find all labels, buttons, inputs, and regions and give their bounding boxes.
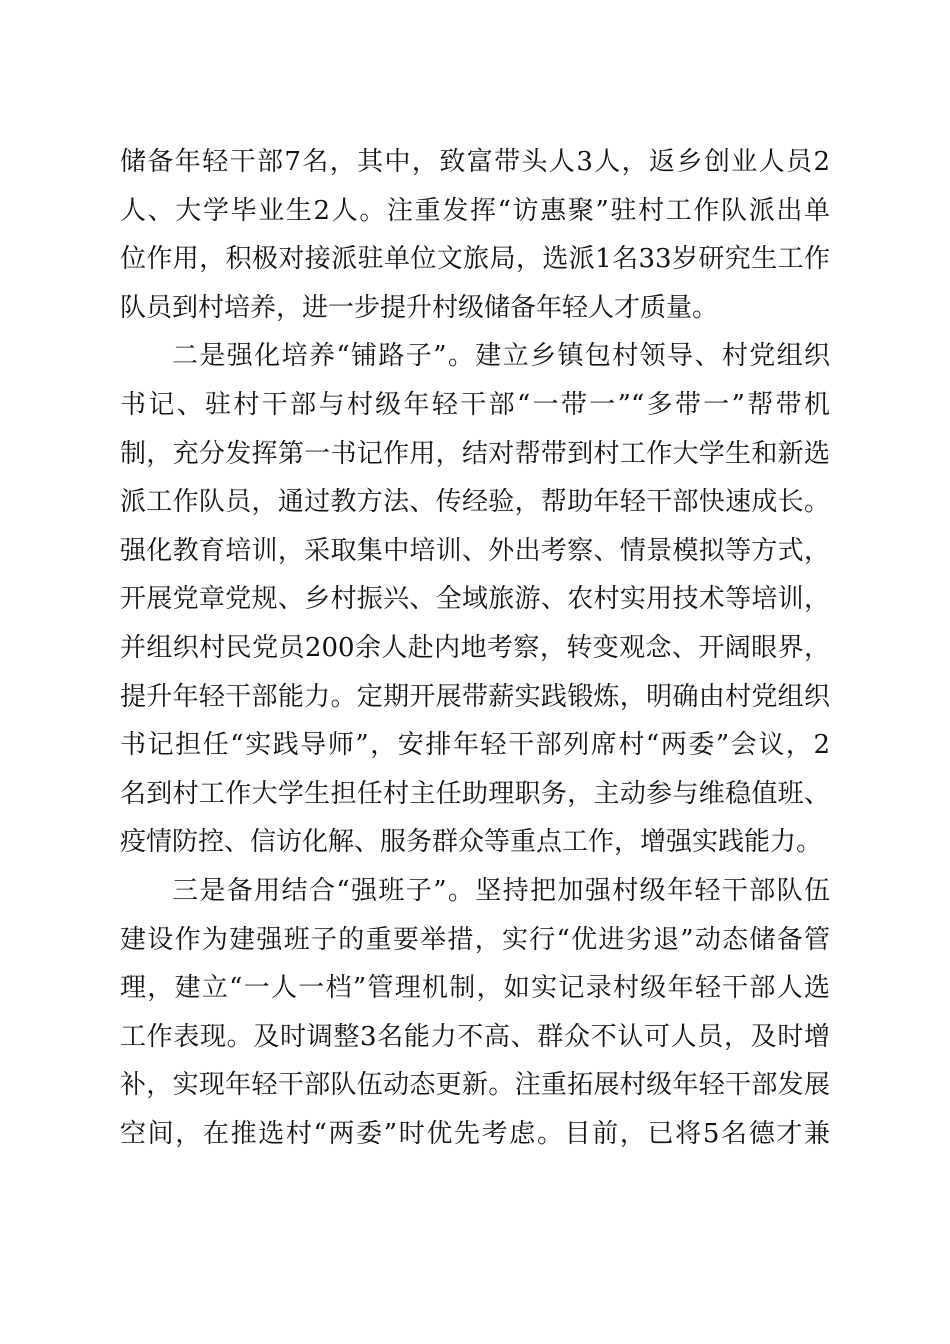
text-line: 储备年轻干部7名，其中，致富带头人3人，返乡创业人员2 <box>120 147 830 177</box>
text-line: 理，建立“一人一档”管理机制，如实记录村级年轻干部人选 <box>120 973 830 1004</box>
paragraph-1-continued <box>120 138 830 332</box>
paragraph-2-training <box>120 332 830 867</box>
text-line: 开展党章党规、乡村振兴、全域旅游、农村实用技术等培训， <box>120 584 830 615</box>
text-line: 位作用，积极对接派驻单位文旅局，选派1名33岁研究生工作 <box>120 244 830 275</box>
text-line: 制，充分发挥第一书记作用，结对帮带到村工作大学生和新选 <box>120 438 830 469</box>
text-line: 补，实现年轻干部队伍动态更新。注重拓展村级年轻干部发展 <box>120 1070 830 1101</box>
text-line: 名到村工作大学生担任村主任助理职务，主动参与维稳值班、 <box>120 778 830 809</box>
paragraph-3-team <box>120 867 830 1159</box>
text-line: 空间，在推选村“两委”时优先考虑。目前，已将5名德才兼 <box>120 1118 830 1149</box>
text-line: 派工作队员，通过教方法、传经验，帮助年轻干部快速成长。 <box>120 487 830 518</box>
text-line: 人、大学毕业生2人。注重发挥“访惠聚”驻村工作队派出单 <box>120 195 830 226</box>
text-line: 工作表现。及时调整3名能力不高、群众不认可人员，及时增 <box>120 1021 830 1052</box>
text-line: 建设作为建强班子的重要举措，实行“优进劣退”动态储备管 <box>120 924 830 955</box>
text-line: 疫情防控、信访化解、服务群众等重点工作，增强实践能力。 <box>120 827 823 858</box>
text-line: 书记、驻村干部与村级年轻干部“一带一”“多带一”帮带机 <box>120 389 830 420</box>
text-line: 队员到村培养，进一步提升村级储备年轻人才质量。 <box>120 292 719 323</box>
body-text <box>120 138 830 1158</box>
text-line: 并组织村民党员200余人赴内地考察，转变观念、开阔眼界， <box>120 632 830 663</box>
text-line: 书记担任“实践导师”，安排年轻干部列席村“两委”会议，2 <box>120 730 830 761</box>
text-line: 强化教育培训，采取集中培训、外出考察、情景模拟等方式， <box>120 535 830 566</box>
text-line: 三是备用结合“强班子”。坚持把加强村级年轻干部队伍 <box>172 875 830 906</box>
text-line: 提升年轻干部能力。定期开展带薪实践锻炼，明确由村党组织 <box>120 681 830 712</box>
text-line: 二是强化培养“铺路子”。建立乡镇包村领导、村党组织 <box>172 341 830 372</box>
